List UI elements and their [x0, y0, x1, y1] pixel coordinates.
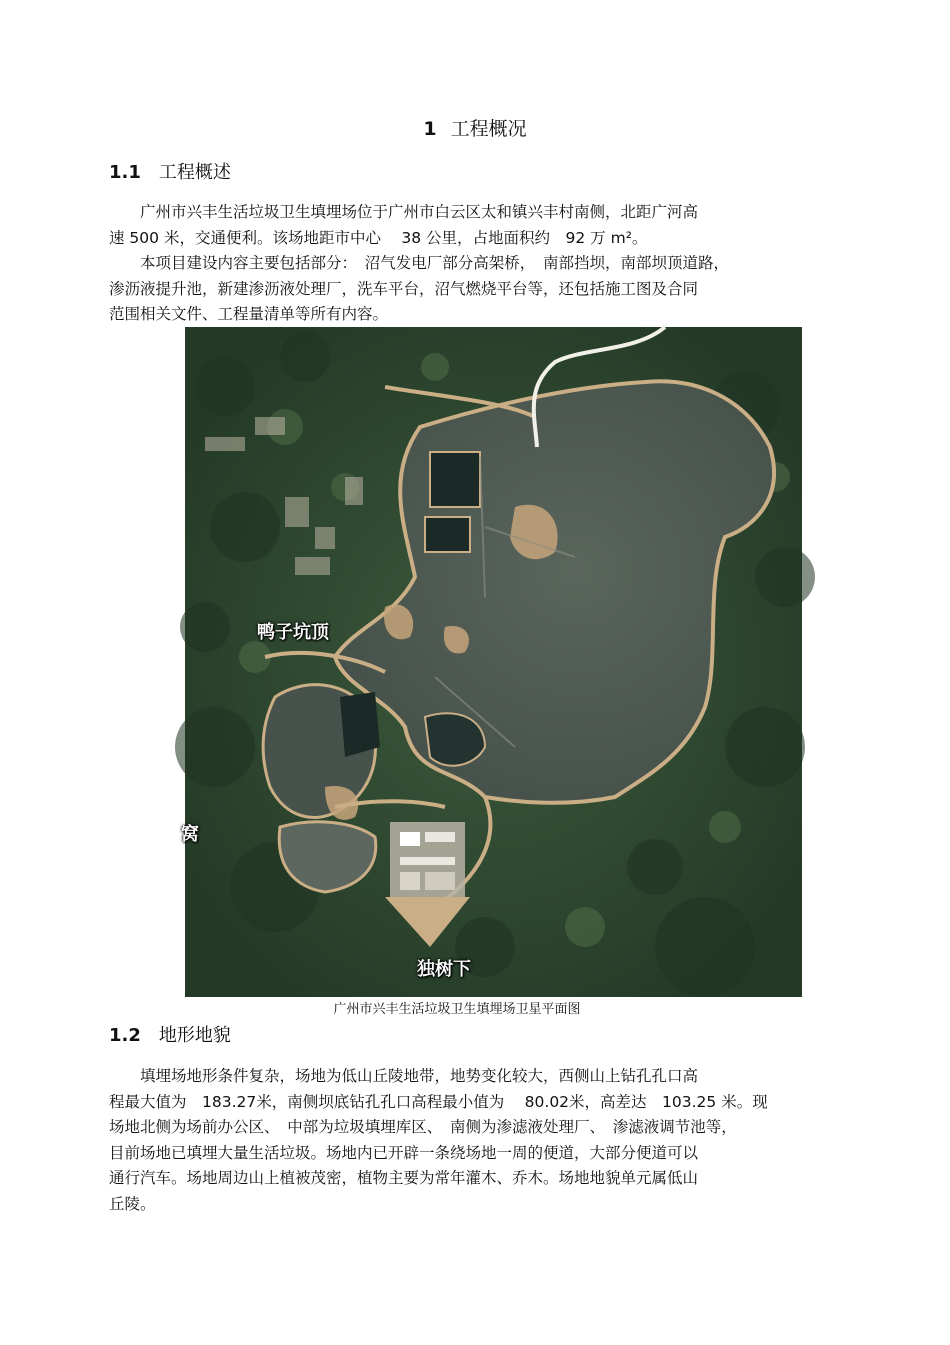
- subsection-number: 1.2: [109, 1025, 141, 1046]
- paragraph-line: 填埋场地形条件复杂，场地为低山丘陵地带，地势变化较大，西侧山上钻孔孔口高: [109, 1067, 699, 1085]
- paragraph-line: 速 500 米，交通便利。该场地距市中心 38 公里，占地面积约 92 万 m²。: [109, 228, 648, 247]
- subsection-heading-terrain: [109, 1024, 231, 1048]
- satellite-map-image: [185, 327, 802, 997]
- paragraph-line: 通行汽车。场地周边山上植被茂密，植物主要为常年灌木、乔木。场地地貌单元属低山: [109, 1169, 699, 1187]
- figure-caption: 广州市兴丰生活垃圾卫生填埋场卫星平面图: [333, 1002, 581, 1017]
- terrain-paragraph: [109, 1064, 849, 1217]
- subsection-title: 地形地貌: [158, 1025, 231, 1046]
- section-title: 工程概况: [450, 118, 527, 140]
- map-label-west-edge: 窝: [181, 824, 199, 845]
- map-label-south: 独树下: [417, 959, 471, 980]
- section-number: 1: [423, 118, 437, 140]
- subsection-number: 1.1: [109, 162, 141, 183]
- section-heading: [0, 116, 950, 142]
- subsection-heading-overview: [109, 161, 231, 185]
- paragraph-line: 场地北侧为场前办公区、 中部为垃圾填埋库区、 南侧为渗滤液处理厂、 渗滤液调节池等，: [109, 1118, 737, 1136]
- paragraph-line: 程最大值为 183.27米，南侧坝底钻孔孔口高程最小值为 80.02米，高差达 103.25 米。现: [109, 1092, 768, 1111]
- paragraph-line: 渗沥液提升池，新建渗沥液处理厂，洗车平台，沼气燃烧平台等，还包括施工图及合同: [109, 279, 699, 298]
- paragraph-line: 范围相关文件、工程量清单等所有内容。: [109, 305, 389, 323]
- map-label-north: 鸭子坑顶: [257, 622, 329, 643]
- overview-paragraph: [109, 200, 849, 328]
- paragraph-line: 本项目建设内容主要包括部分： 沼气发电厂部分高架桥， 南部挡坝，南部坝顶道路，: [109, 254, 730, 272]
- paragraph-line: 目前场地已填埋大量生活垃圾。场地内已开辟一条绕场地一周的便道，大部分便道可以: [109, 1143, 699, 1162]
- paragraph-line: 丘陵。: [109, 1194, 156, 1213]
- paragraph-line: 广州市兴丰生活垃圾卫生填埋场位于广州市白云区太和镇兴丰村南侧，北距广河高: [109, 203, 699, 221]
- satellite-map-figure: [181, 327, 802, 997]
- subsection-title: 工程概述: [158, 162, 231, 183]
